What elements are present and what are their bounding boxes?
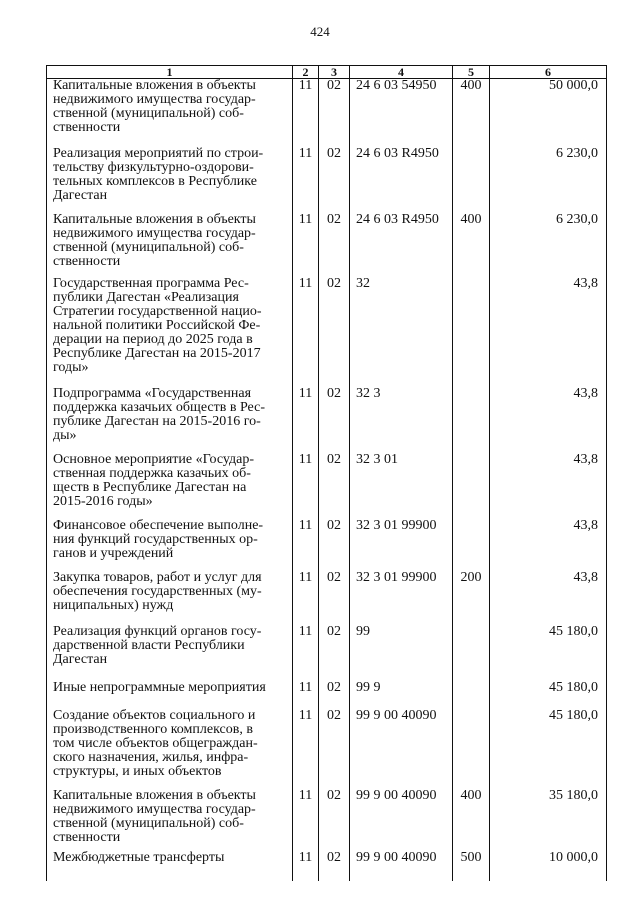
row-name: [47, 519, 293, 571]
row-target-code: 32 3: [350, 387, 453, 453]
row-name-line: Закупка товаров, работ и услуг для: [53, 569, 262, 585]
row-subsection: 02: [319, 79, 350, 147]
table-row: [47, 709, 607, 789]
row-name-line: Капитальные вложения в объекты: [53, 211, 256, 227]
row-name-line: ственной (муниципальной) соб-: [53, 815, 244, 831]
row-name-line: Реализация мероприятий по строи-: [53, 145, 264, 161]
row-name: [47, 789, 293, 851]
row-name-line: ственности: [53, 829, 121, 845]
row-name-line: публике Дагестан на 2015-2016 го-: [53, 413, 261, 429]
row-expense-type: [453, 519, 490, 571]
row-name-line: недвижимого имущества государ-: [53, 225, 256, 241]
row-target-code: 99 9 00 40090: [350, 851, 453, 881]
row-subsection: 02: [319, 851, 350, 881]
row-section: 11: [293, 213, 319, 277]
header-row: [47, 66, 607, 79]
header-col-3: 3: [319, 66, 350, 79]
row-name-line: Дагестан: [53, 651, 108, 667]
row-name-line: ния функций государственных ор-: [53, 531, 258, 547]
row-target-code: 24 6 03 54950: [350, 79, 453, 147]
row-subsection: 02: [319, 625, 350, 681]
row-section: 11: [293, 453, 319, 519]
table-row: [47, 79, 607, 147]
row-name-line: дерации на период до 2025 года в: [53, 331, 253, 347]
row-name-line: том числе объектов общеграждан-: [53, 735, 258, 751]
row-amount: 43,8: [490, 571, 607, 625]
row-name: [47, 79, 293, 147]
row-target-code: 32 3 01 99900: [350, 571, 453, 625]
row-section: 11: [293, 681, 319, 709]
row-amount: 50 000,0: [490, 79, 607, 147]
row-name-line: обеспечения государственных (му-: [53, 583, 262, 599]
row-subsection: 02: [319, 453, 350, 519]
row-amount: 43,8: [490, 453, 607, 519]
table-row: [47, 681, 607, 709]
row-name-line: Республике Дагестан на 2015-2017: [53, 345, 261, 361]
row-name-line: структуры, и иных объектов: [53, 763, 222, 779]
row-name: [47, 277, 293, 387]
row-subsection: 02: [319, 571, 350, 625]
row-target-code: 99 9 00 40090: [350, 709, 453, 789]
row-amount: 43,8: [490, 277, 607, 387]
row-subsection: 02: [319, 277, 350, 387]
row-amount: 6 230,0: [490, 213, 607, 277]
row-subsection: 02: [319, 519, 350, 571]
row-name-line: недвижимого имущества государ-: [53, 801, 256, 817]
row-expense-type: [453, 625, 490, 681]
row-subsection: 02: [319, 789, 350, 851]
row-amount: 45 180,0: [490, 681, 607, 709]
row-expense-type: [453, 387, 490, 453]
row-name-line: дарственной власти Республики: [53, 637, 245, 653]
table-row: [47, 519, 607, 571]
row-name-line: Дагестан: [53, 187, 108, 203]
row-name-line: Финансовое обеспечение выполне-: [53, 517, 264, 533]
row-expense-type: 400: [453, 79, 490, 147]
row-name: [47, 709, 293, 789]
row-name-line: ственности: [53, 253, 121, 269]
budget-table: [46, 65, 607, 881]
row-target-code: 32 3 01: [350, 453, 453, 519]
row-expense-type: [453, 277, 490, 387]
row-name-line: ществ в Республике Дагестан на: [53, 479, 247, 495]
row-section: 11: [293, 277, 319, 387]
row-name: [47, 147, 293, 213]
row-section: 11: [293, 519, 319, 571]
row-subsection: 02: [319, 387, 350, 453]
row-name-line: недвижимого имущества государ-: [53, 92, 256, 107]
row-name-line: тельных комплексов в Республике: [53, 173, 257, 189]
header-col-5: 5: [453, 66, 490, 79]
row-section: 11: [293, 147, 319, 213]
row-name-line: Стратегии государственной нацио-: [53, 303, 262, 319]
table-row: [47, 571, 607, 625]
table-row: [47, 789, 607, 851]
header-col-2: 2: [293, 66, 319, 79]
table-row: [47, 147, 607, 213]
row-expense-type: [453, 147, 490, 213]
row-name-line: публики Дагестан «Реализация: [53, 289, 239, 305]
row-name-line: производственного комплексов, в: [53, 721, 253, 737]
row-amount: 45 180,0: [490, 709, 607, 789]
table-row: [47, 453, 607, 519]
table-row: [47, 213, 607, 277]
row-name: [47, 387, 293, 453]
row-name-line: Создание объектов социального и: [53, 707, 256, 723]
page-number: 424: [310, 24, 330, 39]
header-col-6: 6: [490, 66, 607, 79]
row-name-line: Основное мероприятие «Государ-: [53, 451, 254, 467]
row-name-line: нальной политики Российской Фе-: [53, 317, 261, 333]
row-expense-type: [453, 709, 490, 789]
row-name-line: Капитальные вложения в объекты: [53, 787, 256, 803]
row-target-code: 32: [350, 277, 453, 387]
row-name-line: ственной (муниципальной) соб-: [53, 106, 244, 121]
row-expense-type: 200: [453, 571, 490, 625]
row-section: 11: [293, 79, 319, 147]
row-amount: 10 000,0: [490, 851, 607, 881]
row-name: [47, 213, 293, 277]
row-expense-type: 400: [453, 213, 490, 277]
row-name: [47, 625, 293, 681]
row-name-line: ганов и учреждений: [53, 545, 174, 561]
row-amount: 43,8: [490, 387, 607, 453]
row-name-line: поддержка казачьих обществ в Рес-: [53, 399, 265, 415]
row-expense-type: [453, 453, 490, 519]
row-name: [47, 453, 293, 519]
row-subsection: 02: [319, 213, 350, 277]
row-expense-type: [453, 681, 490, 709]
row-name-line: Государственная программа Рес-: [53, 275, 249, 291]
row-expense-type: 400: [453, 789, 490, 851]
row-name: [47, 681, 293, 709]
row-name-line: 2015-2016 годы»: [53, 493, 153, 509]
table-row: [47, 851, 607, 881]
row-target-code: 24 6 03 R4950: [350, 213, 453, 277]
row-target-code: 99: [350, 625, 453, 681]
row-name-line: Подпрограмма «Государственная: [53, 385, 252, 401]
row-amount: 43,8: [490, 519, 607, 571]
row-target-code: 99 9 00 40090: [350, 789, 453, 851]
row-target-code: 32 3 01 99900: [350, 519, 453, 571]
row-section: 11: [293, 625, 319, 681]
row-name-line: Реализация функций органов госу-: [53, 623, 262, 639]
row-name-line: ственности: [53, 120, 121, 135]
row-subsection: 02: [319, 147, 350, 213]
row-name: [47, 851, 293, 881]
row-section: 11: [293, 709, 319, 789]
row-amount: 45 180,0: [490, 625, 607, 681]
row-name-line: ды»: [53, 427, 77, 443]
header-col-1: 1: [47, 66, 293, 79]
row-name-line: Иные непрограммные мероприятия: [53, 679, 266, 695]
row-target-code: 24 6 03 R4950: [350, 147, 453, 213]
row-section: 11: [293, 851, 319, 881]
row-section: 11: [293, 789, 319, 851]
row-expense-type: 500: [453, 851, 490, 881]
row-amount: 35 180,0: [490, 789, 607, 851]
row-name-line: годы»: [53, 359, 89, 375]
row-name-line: тельству физкультурно-оздорови-: [53, 159, 254, 175]
table-row: [47, 625, 607, 681]
row-name-line: ственная поддержка казачьих об-: [53, 465, 251, 481]
row-name-line: Капитальные вложения в объекты: [53, 78, 256, 93]
row-name-line: ственной (муниципальной) соб-: [53, 239, 244, 255]
row-amount: 6 230,0: [490, 147, 607, 213]
row-subsection: 02: [319, 709, 350, 789]
row-target-code: 99 9: [350, 681, 453, 709]
header-col-4: 4: [350, 66, 453, 79]
row-name-line: ниципальных) нужд: [53, 597, 174, 613]
row-name: [47, 571, 293, 625]
row-name-line: ского назначения, жилья, инфра-: [53, 749, 249, 765]
row-section: 11: [293, 387, 319, 453]
row-subsection: 02: [319, 681, 350, 709]
table-row: [47, 387, 607, 453]
row-name-line: Межбюджетные трансферты: [53, 849, 225, 865]
row-section: 11: [293, 571, 319, 625]
table-body: [47, 79, 607, 881]
table-row: [47, 277, 607, 387]
